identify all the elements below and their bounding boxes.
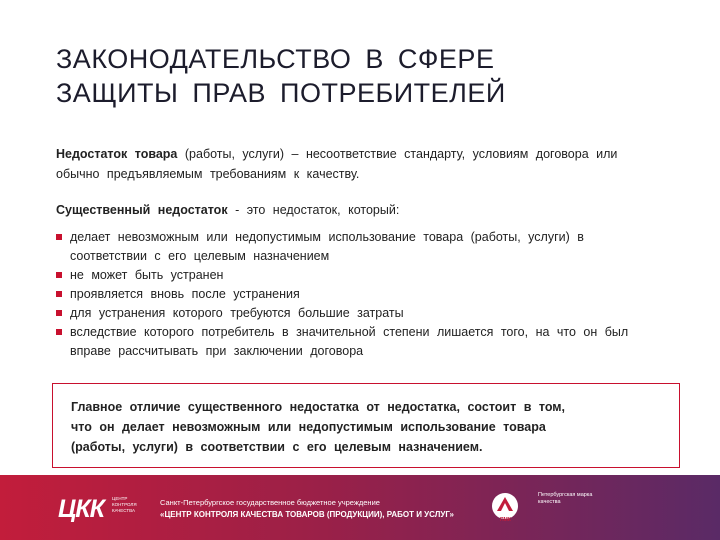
note-line-1: Главное отличие существенного недостатка от недостатка, состоит в том, bbox=[71, 400, 566, 414]
list-item bbox=[56, 323, 656, 361]
ckk-logo: ЦКК bbox=[58, 495, 104, 523]
bullet-marker-icon bbox=[56, 310, 62, 316]
ckk-logo-caption: ЦЕНТР КОНТРОЛЯ КАЧЕСТВА bbox=[112, 496, 137, 513]
key-difference-box bbox=[52, 383, 680, 468]
note-line-2: что он делает невозможным или недопустимым использование товара bbox=[71, 420, 546, 434]
slide-title bbox=[56, 42, 676, 110]
list-item-text: для устранения которого требуются большие затраты bbox=[70, 306, 404, 320]
list-item bbox=[56, 304, 656, 323]
criteria-list bbox=[56, 228, 656, 361]
title-line-1: ЗАКОНОДАТЕЛЬСТВО В СФЕРЕ bbox=[56, 44, 495, 74]
defect-definition bbox=[56, 144, 656, 184]
list-item-text: вследствие которого потребитель в значительной степени лишается того, на что он был вправе рассчитывать при заключении договора bbox=[70, 325, 629, 358]
list-item bbox=[56, 285, 656, 304]
bullet-marker-icon bbox=[56, 329, 62, 335]
list-item-text: не может быть устранен bbox=[70, 268, 224, 282]
bullet-marker-icon bbox=[56, 291, 62, 297]
list-item-text: проявляется вновь после устранения bbox=[70, 287, 300, 301]
title-line-2: ЗАЩИТЫ ПРАВ ПОТРЕБИТЕЛЕЙ bbox=[56, 78, 506, 108]
substantial-defect-heading bbox=[56, 200, 656, 220]
note-line-3: (работы, услуги) в соответствии с его целевым назначением. bbox=[71, 440, 483, 454]
bullet-marker-icon bbox=[56, 234, 62, 240]
pmk-logo-label: ПМК bbox=[500, 517, 511, 523]
substantial-text: - это недостаток, который: bbox=[235, 203, 400, 217]
organization-line-1: Санкт-Петербургское государственное бюджетное учреждение bbox=[160, 498, 380, 507]
organization-line-2: «ЦЕНТР КОНТРОЛЯ КАЧЕСТВА ТОВАРОВ (ПРОДУКЦИИ), РАБОТ И УСЛУГ» bbox=[160, 510, 454, 519]
defect-term: Недостаток товара bbox=[56, 147, 178, 161]
bullet-marker-icon bbox=[56, 272, 62, 278]
pmk-caption: Петербургская марка качества bbox=[538, 492, 593, 505]
list-item bbox=[56, 266, 656, 285]
list-item bbox=[56, 228, 656, 266]
list-item-text: делает невозможным или недопустимым использование товара (работы, услуги) в соответствии с его целевым назначением bbox=[70, 230, 584, 263]
substantial-term: Существенный недостаток bbox=[56, 203, 228, 217]
footer-banner bbox=[0, 475, 720, 540]
defect-text: (работы, услуги) – несоответствие стандарту, условиям договора или обычно предъявляемым требованиям к качеству. bbox=[56, 147, 618, 181]
